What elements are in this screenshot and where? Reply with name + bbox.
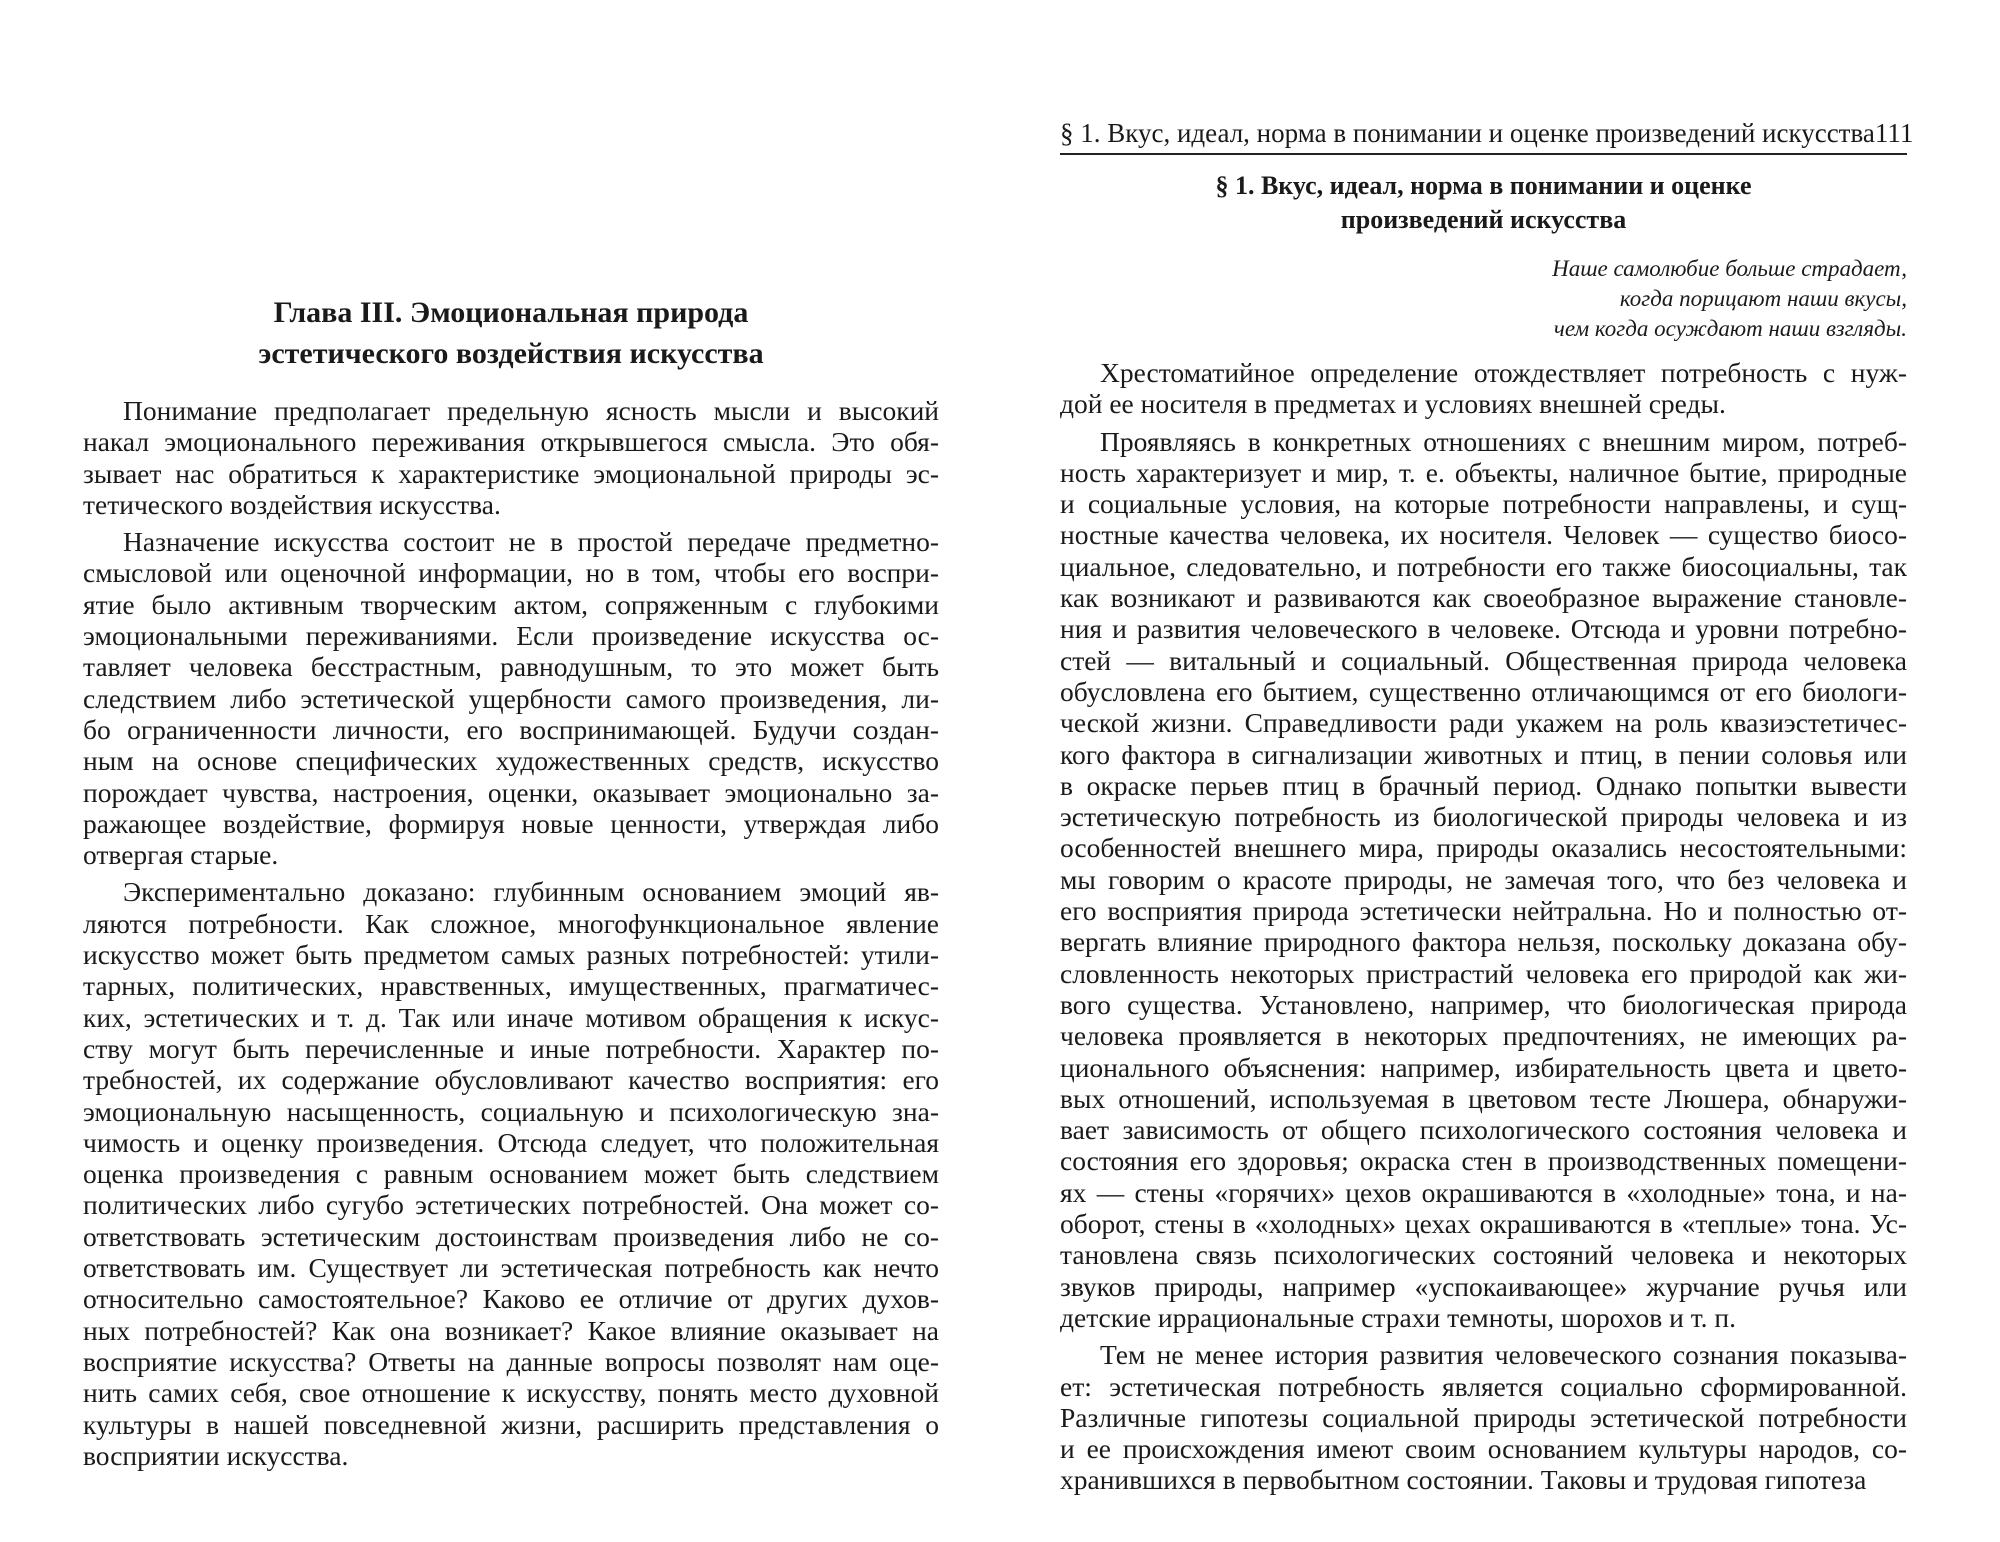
running-head-title: § 1. Вкус, идеал, норма в понимании и оценке произведений искусства xyxy=(1060,118,1875,148)
text-line: вых отношений, используемая в цветовом тесте Люшера, обнаружи- xyxy=(1060,1082,1907,1114)
text-line: звуков природы, например «успокаивающее» журчание ручья или xyxy=(1060,1270,1907,1302)
text-line: смысловой или оценочной информации, но в том, чтобы его воспри- xyxy=(83,557,939,589)
chapter-title xyxy=(83,292,939,374)
text-line: Проявляясь в конкретных отношениях с внешним миром, потреб- xyxy=(1100,425,1907,457)
text-line: Понимание предполагает предельную ясность мысли и высокий xyxy=(123,395,939,426)
text-line: состояния его здоровья; окраска стен в производственных помещени- xyxy=(1060,1145,1907,1177)
text-line: ражающее воздействие, формируя новые ценности, утверждая либо xyxy=(83,807,939,839)
text-line: ет: эстетическая потребность является социально сформированной. xyxy=(1060,1370,1907,1402)
text-line: ству могут быть перечисленные и иные потребности. Характер по- xyxy=(83,1032,939,1064)
epigraph xyxy=(1060,254,1907,344)
epigraph-line-3: чем когда осуждают наши взгляды. xyxy=(1553,316,1907,341)
text-line: дой ее носителя в предметах и условиях внешней среды. xyxy=(1060,388,1726,420)
text-line: Назначение искусства состоит не в простой передаче предметно- xyxy=(123,526,939,558)
text-line: ционального объяснения: например, избирательность цвета и цвето- xyxy=(1060,1051,1907,1083)
epigraph-line-2: когда порицают наши вкусы, xyxy=(1619,286,1907,311)
paragraph xyxy=(1060,1339,1907,1495)
text-line: хранившихся в первобытном состоянии. Таковы и трудовая гипотеза xyxy=(1060,1464,1867,1496)
text-line: как возникают и развиваются как своеобразное выражение становле- xyxy=(1060,582,1907,614)
right-body-text xyxy=(1060,357,1907,1502)
text-line: вого существа. Установлено, например, что биологическая природа xyxy=(1060,988,1907,1020)
text-line: оценка произведения с равным основанием может быть следствием xyxy=(83,1158,939,1190)
chapter-title-line-1: Глава III. Эмоциональная природа xyxy=(273,296,749,329)
chapter-title-line-2: эстетического воздействия искусства xyxy=(258,337,764,370)
text-line: тавляет человека бесстрастным, равнодушным, то это может быть xyxy=(83,651,939,683)
text-line: Хрестоматийное определение отождествляет потребность с нуж- xyxy=(1100,357,1907,388)
text-line: эмоциональными переживаниями. Если произведение искусства ос- xyxy=(83,620,939,652)
section-title-line-2: произведений искусства xyxy=(1340,205,1627,234)
text-line: порождает чувства, настроения, оценки, оказывает эмоционально за- xyxy=(83,776,939,808)
text-line: зывает нас обратиться к характеристике эмоциональной природы эс- xyxy=(83,457,939,489)
right-page xyxy=(1000,0,2000,1542)
text-line: его восприятия природа эстетически нейтральна. Но и полностью от- xyxy=(1060,895,1907,927)
text-line: Различные гипотезы социальной природы эстетической потребности xyxy=(1060,1401,1907,1433)
text-line: стей — витальный и социальный. Общественная природа человека xyxy=(1060,644,1907,676)
text-line: в окраске перьев птиц в брачный период. Однако попытки вывести xyxy=(1060,769,1907,801)
text-line: политических либо сугубо эстетических потребностей. Она может со- xyxy=(83,1189,939,1221)
text-line: относительно самостоятельное? Каково ее отличие от других духов- xyxy=(83,1283,939,1315)
text-line: бо ограниченности личности, его воспринимающей. Будучи создан- xyxy=(83,713,939,745)
text-line: эстетическую потребность из биологической природы человека и из xyxy=(1060,801,1907,833)
text-line: ответствовать им. Существует ли эстетическая потребность как нечто xyxy=(83,1252,939,1284)
paragraph xyxy=(83,526,939,870)
epigraph-line-1: Наше самолюбие больше страдает, xyxy=(1552,256,1907,281)
paragraph xyxy=(1060,426,1907,1334)
text-line: восприятии искусства. xyxy=(83,1439,349,1471)
text-line: оборот, стены в «холодных» цехах окрашиваются в «теплые» тона. Ус- xyxy=(1060,1208,1907,1240)
text-line: ческой жизни. Справедливости ради укажем на роль квазиэстетичес- xyxy=(1060,707,1907,739)
text-line: кого фактора в сигнализации животных и птиц, в пении соловья или xyxy=(1060,738,1907,770)
text-line: тетического воздействия искусства. xyxy=(83,488,501,520)
text-line: чимость и оценку произведения. Отсюда следует, что положительная xyxy=(83,1126,939,1158)
text-line: требностей, их содержание обусловливают качество восприятия: его xyxy=(83,1064,939,1096)
text-line: ответствовать эстетическим достоинствам произведения либо не со- xyxy=(83,1220,939,1252)
text-line: Экспериментально доказано: глубинным основанием эмоций яв- xyxy=(123,876,939,908)
text-line: ях — стены «горячих» цехов окрашиваются в «холодные» тона, и на- xyxy=(1060,1176,1907,1208)
left-body-text xyxy=(83,395,939,1477)
text-line: ких, эстетических и т. д. Так или иначе мотивом обращения к искус- xyxy=(83,1001,939,1033)
text-line: отвергая старые. xyxy=(83,839,279,871)
text-line: ным на основе специфических художественных средств, искусство xyxy=(83,745,939,777)
text-line: ность характеризует и мир, т. е. объекты, наличное бытие, природные xyxy=(1060,456,1907,488)
text-line: накал эмоционального переживания открывшегося смысла. Это обя- xyxy=(83,426,939,458)
text-line: вает зависимость от общего психологического состояния человека и xyxy=(1060,1114,1907,1146)
text-line: детские иррациональные страхи темноты, шорохов и т. п. xyxy=(1060,1301,1736,1333)
section-title xyxy=(1060,169,1907,237)
text-line: ных потребностей? Как она возникает? Какое влияние оказывает на xyxy=(83,1314,939,1346)
text-line: человека проявляется в некоторых предпочтениях, не имеющих ра- xyxy=(1060,1020,1907,1052)
running-head xyxy=(1060,116,1914,155)
text-line: обусловлена его бытием, существенно отличающимся от его биологи- xyxy=(1060,675,1907,707)
text-line: тановлена связь психологических состояний человека и некоторых xyxy=(1060,1239,1907,1271)
text-line: ностные качества человека, их носителя. Человек — существо биосо- xyxy=(1060,519,1907,551)
paragraph xyxy=(83,395,939,520)
text-line: ния и развития человеческого в человеке. Отсюда и уровни потребно- xyxy=(1060,613,1907,645)
text-line: Тем не менее история развития человеческого сознания показыва- xyxy=(1100,1339,1907,1371)
text-line: словленность некоторых пристрастий человека его природой как жи- xyxy=(1060,957,1907,989)
text-line: циальное, следовательно, и потребности его также биосоциальны, так xyxy=(1060,550,1907,582)
text-line: вергать влияние природного фактора нельзя, поскольку доказана обу- xyxy=(1060,926,1907,958)
text-line: культуры в нашей повседневной жизни, расширить представления о xyxy=(83,1408,939,1440)
text-line: и ее происхождения имеют своим основанием культуры народов, со- xyxy=(1060,1433,1907,1465)
page-number: 111 xyxy=(1874,118,1914,148)
text-line: следствием либо эстетической ущербности самого произведения, ли- xyxy=(83,682,939,714)
text-line: восприятие искусства? Ответы на данные вопросы позволят нам оце- xyxy=(83,1345,939,1377)
text-line: эмоциональную насыщенность, социальную и психологическую зна- xyxy=(83,1095,939,1127)
text-line: тарных, политических, нравственных, имущественных, прагматичес- xyxy=(83,970,939,1002)
text-line: ятие было активным творческим актом, сопряженным с глубокими xyxy=(83,588,939,620)
text-line: особенностей внешнего мира, природы оказались несостоятельными: xyxy=(1060,832,1907,864)
text-line: мы говорим о красоте природы, не замечая того, что без человека и xyxy=(1060,863,1907,895)
paragraph xyxy=(83,876,939,1471)
text-line: нить самих себя, свое отношение к искусству, понять место духовной xyxy=(83,1377,939,1409)
text-line: и социальные условия, на которые потребности направлены, и сущ- xyxy=(1060,488,1907,520)
paragraph xyxy=(1060,357,1907,420)
text-line: искусство может быть предметом самых разных потребностей: утили- xyxy=(83,939,939,971)
text-line: ляются потребности. Как сложное, многофункциональное явление xyxy=(83,907,939,939)
section-title-line-1: § 1. Вкус, идеал, норма в понимании и оценке xyxy=(1215,171,1752,200)
